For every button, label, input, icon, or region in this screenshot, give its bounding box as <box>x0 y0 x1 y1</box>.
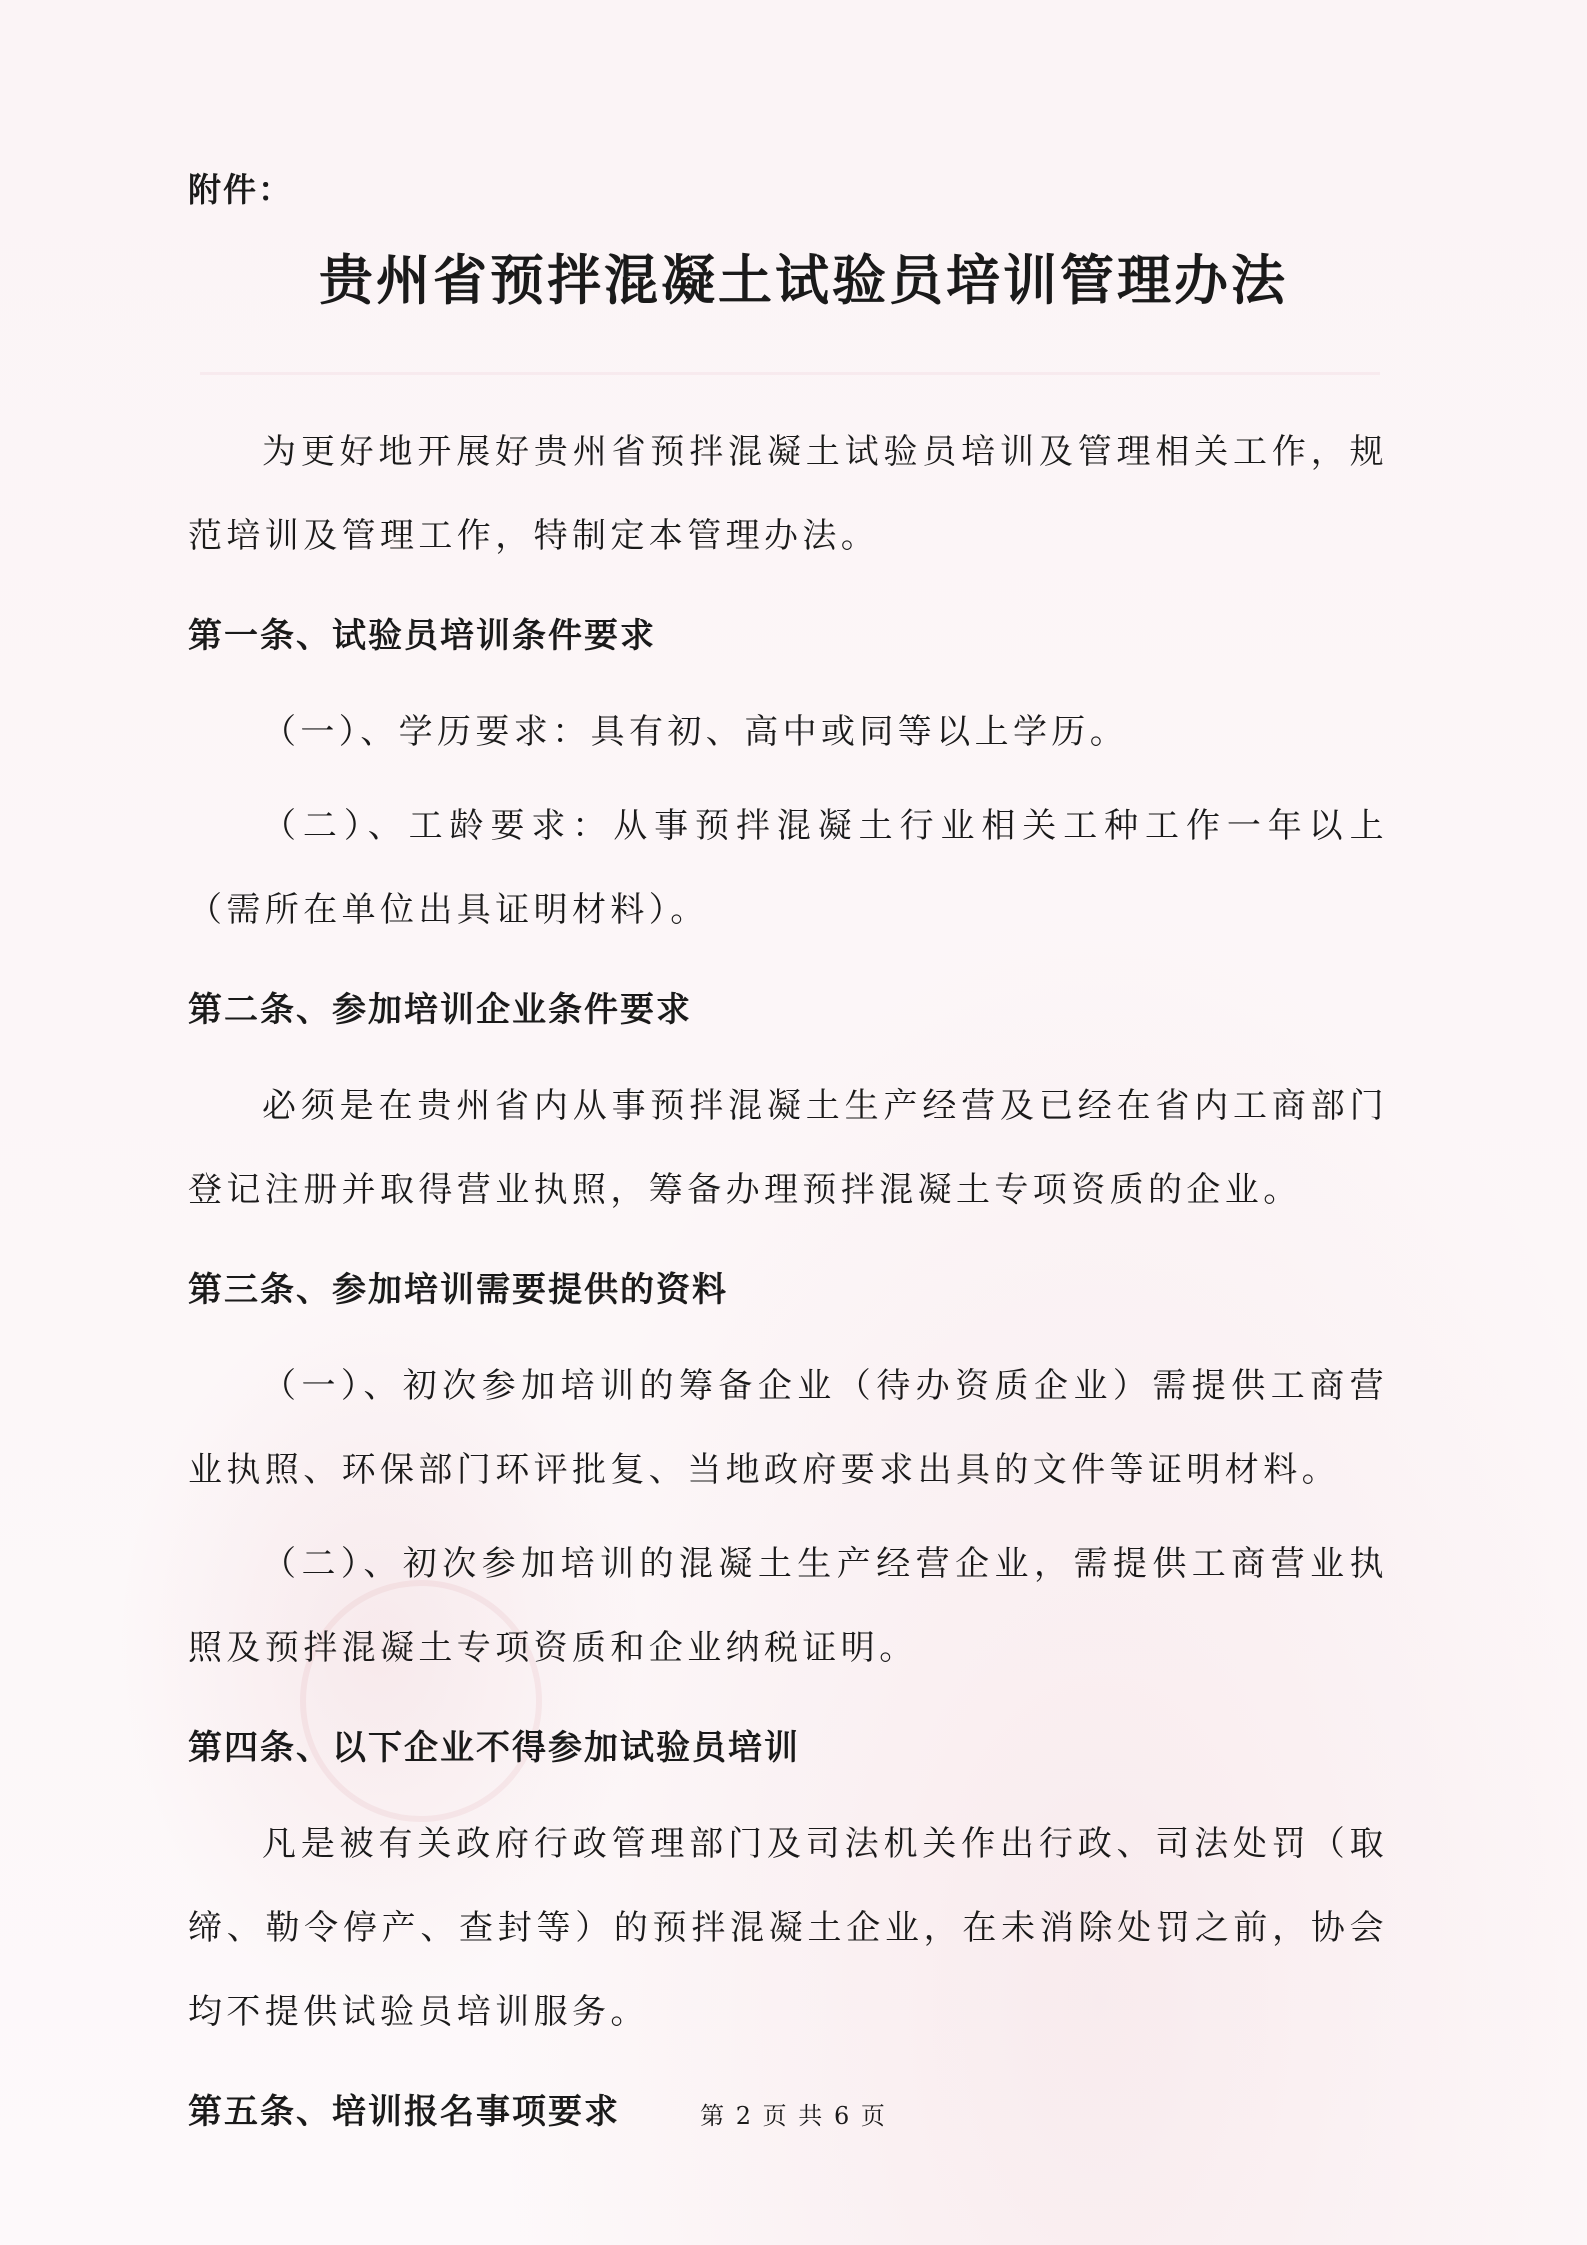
article-4-paragraph: 凡是被有关政府行政管理部门及司法机关作出行政、司法处罚（取缔、勒令停产、查封等）的预拌混凝土企业，在未消除处罚之前，协会均不提供试验员培训服务。 <box>188 1824 1388 2032</box>
article-1-heading: 第一条、试验员培训条件要求 <box>188 616 656 656</box>
article-1-item-2: （二）、工龄要求：从事预拌混凝土行业相关工种工作一年以上（需所在单位出具证明材料）。 <box>188 806 1388 930</box>
document-body <box>188 410 1388 2166</box>
article-4-heading: 第四条、以下企业不得参加试验员培训 <box>188 1728 800 1768</box>
article-1-item-1: （一）、学历要求：具有初、高中或同等以上学历。 <box>262 712 1129 752</box>
article-5-heading: 第五条、培训报名事项要求 <box>188 2092 620 2132</box>
page-footer: 第 2 页 共 6 页 <box>700 2102 887 2130</box>
article-3-item-1: （一）、初次参加培训的筹备企业（待办资质企业）需提供工商营业执照、环保部门环评批复、当地政府要求出具的文件等证明材料。 <box>188 1366 1388 1490</box>
article-3-item-2: （二）、初次参加培训的混凝土生产经营企业，需提供工商营业执照及预拌混凝土专项资质和企业纳税证明。 <box>188 1544 1388 1668</box>
article-3-heading: 第三条、参加培训需要提供的资料 <box>188 1270 728 1310</box>
article-2-paragraph: 必须是在贵州省内从事预拌混凝土生产经营及已经在省内工商部门登记注册并取得营业执照，筹备办理预拌混凝土专项资质的企业。 <box>188 1086 1388 1210</box>
attachment-label: 附件： <box>188 170 293 209</box>
intro-paragraph: 为更好地开展好贵州省预拌混凝土试验员培训及管理相关工作，规范培训及管理工作，特制定本管理办法。 <box>188 432 1388 556</box>
show-through-rule <box>200 372 1380 375</box>
article-2-heading: 第二条、参加培训企业条件要求 <box>188 990 692 1030</box>
document-title: 贵州省预拌混凝土试验员培训管理办法 <box>319 249 1288 312</box>
